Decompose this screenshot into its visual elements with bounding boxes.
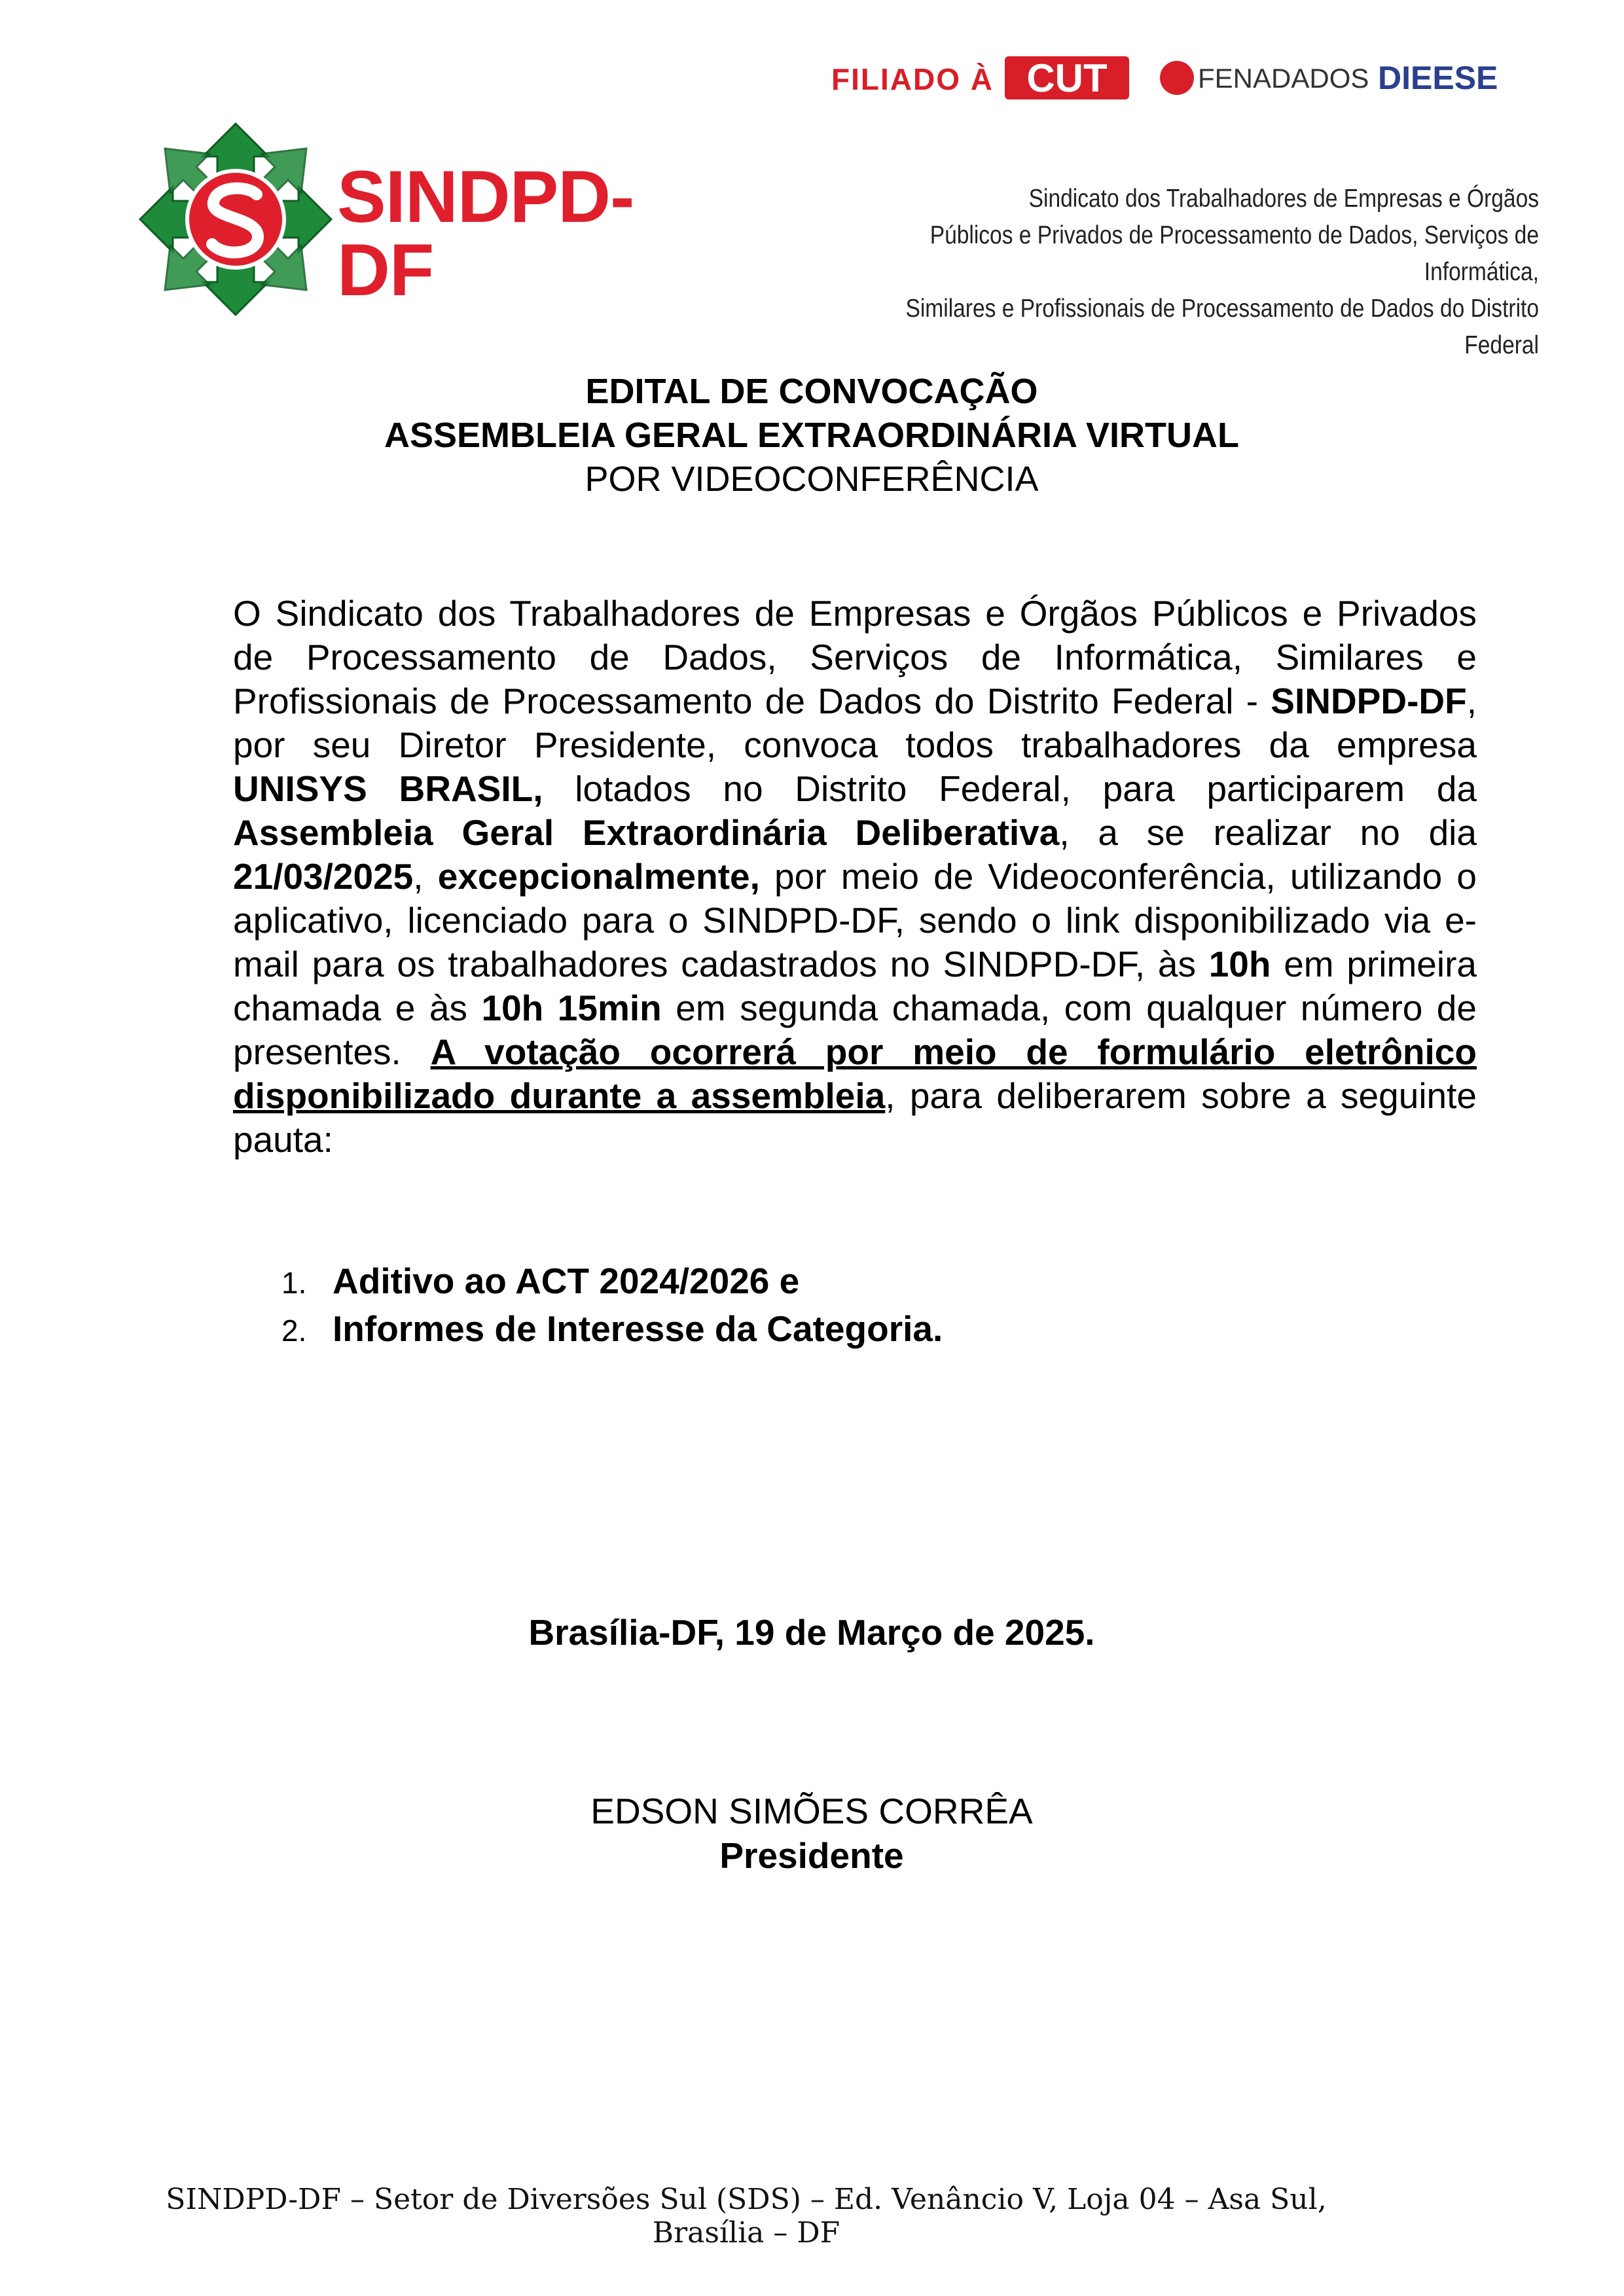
- body-bold-second-call: 10h 15min: [481, 988, 662, 1028]
- body-bold-company: UNISYS BRASIL,: [233, 768, 543, 809]
- title-line-1: EDITAL DE CONVOCAÇÃO: [585, 372, 1038, 411]
- body-text-2: , por seu Diretor Presidente, convoca todos trabalhadores da empresa: [233, 681, 1477, 765]
- body-text-4: , a se realizar no dia: [1059, 812, 1477, 853]
- fenadados-logo: [1159, 58, 1369, 98]
- organization-description: [863, 181, 1539, 364]
- sindpd-logo-mark-icon: [137, 121, 334, 317]
- org-desc-line-2: Públicos e Privados de Processamento de Dados, Serviços de Informática,: [929, 221, 1539, 286]
- agenda-number: 2.: [281, 1314, 307, 1348]
- body-text-5: ,: [413, 856, 438, 897]
- cut-logo: [1005, 56, 1129, 99]
- body-text-7: em primeira chamada e às: [233, 944, 1477, 1028]
- body-bold-sindpd: SINDPD-DF: [1271, 681, 1467, 721]
- body-bold-first-call: 10h: [1208, 944, 1271, 984]
- body-text-6: por meio de Videoconferência, utilizando o aplicativo, licenciado para o SINDPD-DF, sendo o link disponibilizado via e-mail para os trabalhadores cadastrados no SINDPD-DF, às: [233, 856, 1477, 984]
- body-text-1: O Sindicato dos Trabalhadores de Empresas e Órgãos Públicos e Privados de Processamento de Dados, Serviços de Informática, Similares e Profissionais de Processamento de Dados do Distrito Federal -: [233, 593, 1477, 721]
- list-item: [281, 1258, 943, 1306]
- org-desc-line-3: Similares e Profissionais de Processamento de Dados do Distrito Federal: [905, 295, 1539, 359]
- sindpd-logo: [137, 121, 727, 317]
- agenda-list: [281, 1258, 943, 1354]
- body-bold-date: 21/03/2025: [233, 856, 414, 897]
- body-text-8: em segunda chamada, com qualquer número de presentes.: [233, 988, 1477, 1072]
- title-line-2: ASSEMBLEIA GERAL EXTRAORDINÁRIA VIRTUAL: [384, 416, 1240, 455]
- body-bold-exceptionally: excepcionalmente,: [437, 856, 760, 897]
- body-text-9: , para deliberarem sobre a seguinte pauta:: [233, 1075, 1477, 1160]
- title-line-3: POR VIDEOCONFERÊNCIA: [585, 459, 1039, 499]
- org-desc-line-1: Sindicato dos Trabalhadores de Empresas e Órgãos: [1028, 185, 1539, 213]
- agenda-text: Informes de Interesse da Categoria.: [333, 1308, 943, 1349]
- document-title: [196, 370, 1427, 501]
- body-text-3: lotados no Distrito Federal, para participarem da: [543, 768, 1477, 809]
- cut-logo-text: CUT: [1026, 56, 1108, 100]
- signature-block: [196, 1789, 1427, 1878]
- signatory-name: EDSON SIMÕES CORRÊA: [590, 1791, 1033, 1831]
- affiliation-strip: [831, 54, 1558, 106]
- dieese-logo: [1378, 59, 1555, 98]
- agenda-number: 1.: [281, 1266, 307, 1300]
- list-item: [281, 1306, 943, 1354]
- convocation-paragraph: [233, 592, 1477, 1162]
- agenda-text: Aditivo ao ACT 2024/2026 e: [333, 1261, 800, 1301]
- body-underlined-voting: A votação ocorrerá por meio de formulário eletrônico disponibilizado durante a assembleia: [233, 1031, 1477, 1116]
- affiliation-label: FILIADO À: [831, 62, 994, 96]
- fenadados-logo-text: FENADADOS: [1198, 63, 1369, 94]
- signatory-role: Presidente: [719, 1835, 904, 1876]
- date-line: Brasília-DF, 19 de Março de 2025.: [528, 1612, 1095, 1653]
- logo-name: SINDPD-DF: [337, 156, 634, 311]
- dieese-logo-text: DIEESE: [1378, 60, 1498, 96]
- body-bold-assembly: Assembleia Geral Extraordinária Deliberativa: [233, 812, 1060, 853]
- footer-address: SINDPD-DF – Setor de Diversões Sul (SDS) – Ed. Venâncio V, Loja 04 – Asa Sul, Brasília – DF: [166, 2183, 1327, 2250]
